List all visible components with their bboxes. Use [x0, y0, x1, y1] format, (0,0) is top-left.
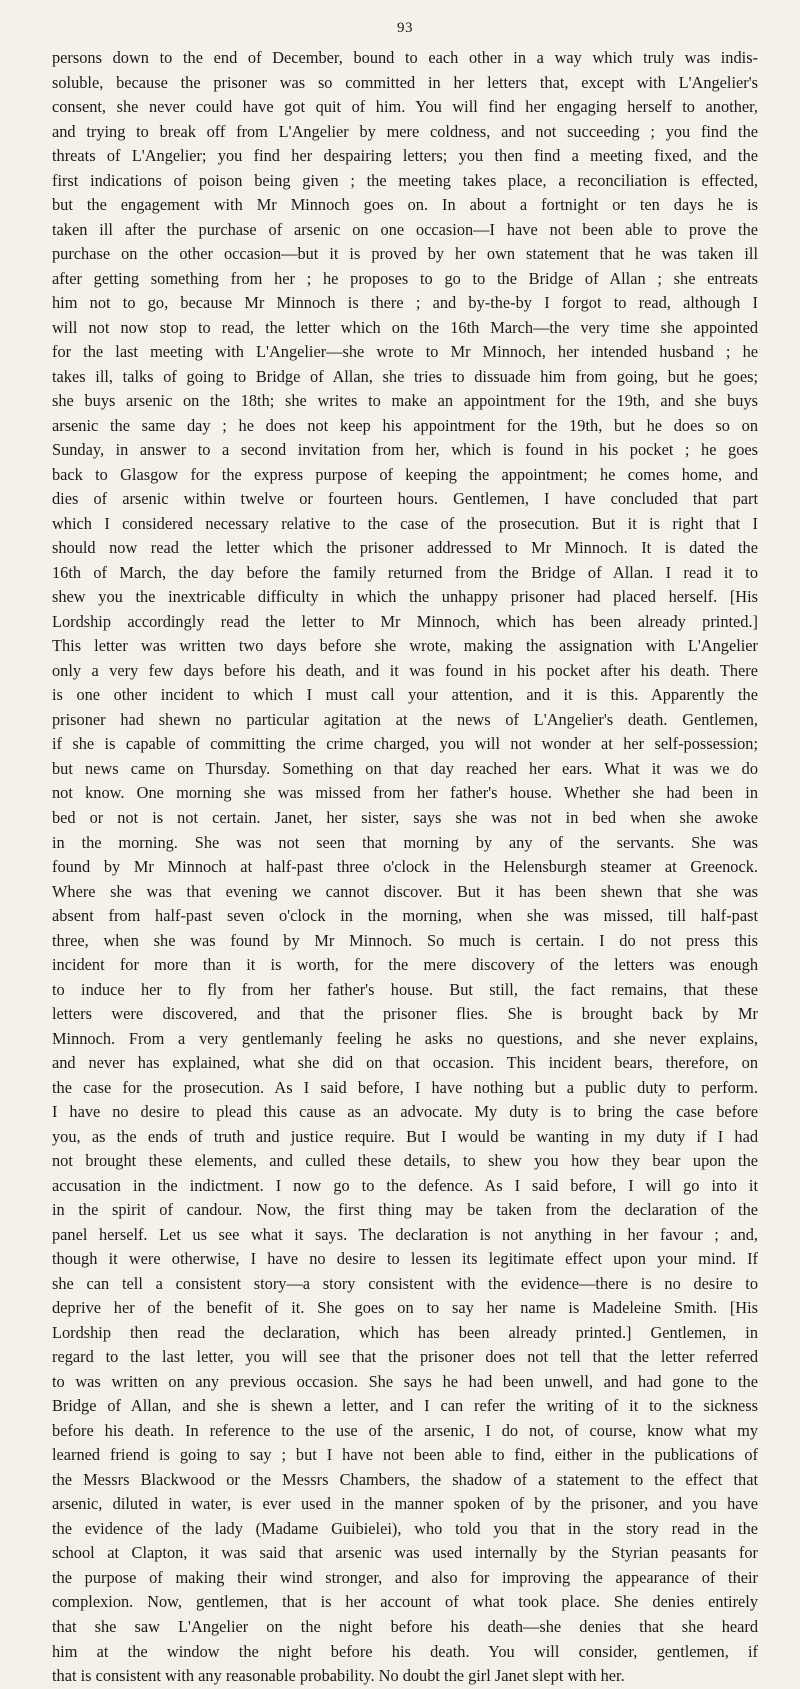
text-line: first indications of poison being given ; the meeting takes place, a reconciliation is effected,: [52, 170, 758, 190]
text-line: Lordship accordingly read the letter to Mr Minnoch, which has been already printed.]: [52, 611, 758, 631]
text-line: Lordship then read the declaration, which has been already printed.] Gentlemen, in: [52, 1322, 758, 1342]
text-line: persons down to the end of December, bound to each other in a way which truly was indis-: [52, 48, 758, 67]
text-line: not know. One morning she was missed from her father's house. Whether she had been in: [52, 783, 758, 803]
text-line: complexion. Now, gentlemen, that is her account of what took place. She denies entirely: [52, 1592, 758, 1612]
text-line: which I considered necessary relative to the case of the prosecution. But it is right that I: [52, 513, 758, 533]
text-line: if she is capable of committing the crime charged, you will not wonder at her self-possession;: [52, 734, 758, 754]
text-line: though it were otherwise, I have no desire to lessen its legitimate effect upon your mind. If: [52, 1249, 758, 1269]
text-line: after getting something from her ; he proposes to go to the Bridge of Allan ; she entreats: [52, 268, 758, 288]
text-line: is one other incident to which I must call your attention, and it is this. Apparently the: [52, 685, 758, 705]
text-line: but news came on Thursday. Something on that day reached her ears. What it was we do: [52, 758, 758, 778]
text-line: the evidence of the lady (Madame Guibielei), who told you that in the story read in the: [52, 1518, 758, 1538]
text-line: but the engagement with Mr Minnoch goes on. In about a fortnight or ten days he is: [52, 195, 758, 215]
text-line: incident for more than it is worth, for the mere discovery of the letters was enough: [52, 955, 758, 975]
text-line: to was written on any previous occasion. She says he had been unwell, and had gone to the: [52, 1371, 758, 1391]
text-line: regard to the last letter, you will see that the prisoner does not tell that the letter referred: [52, 1347, 758, 1367]
text-line: in the spirit of candour. Now, the first thing may be taken from the declaration of the: [52, 1200, 758, 1220]
text-line: him not to go, because Mr Minnoch is there ; and by-the-by I forgot to read, although I: [52, 293, 758, 313]
text-line: This letter was written two days before she wrote, making the assignation with L'Angelier: [52, 636, 758, 656]
text-line: the purpose of making their wind stronger, and also for improving the appearance of their: [52, 1567, 758, 1587]
text-line: for the last meeting with L'Angelier—she wrote to Mr Minnoch, her intended husband ; he: [52, 342, 758, 362]
text-line: arsenic the same day ; he does not keep his appointment for the 19th, but he does so on: [52, 415, 758, 435]
text-line: accusation in the indictment. I now go to the defence. As I said before, I will go into it: [52, 1175, 758, 1195]
text-line: takes ill, talks of going to Bridge of Allan, she tries to dissuade him from going, but he goes;: [52, 366, 758, 386]
text-line: school at Clapton, it was said that arsenic was used internally by the Styrian peasants for: [52, 1543, 758, 1563]
body-text: [52, 46, 758, 1689]
text-line: purchase on the other occasion—but it is proved by her own statement that he was taken ill: [52, 244, 758, 264]
text-line: back to Glasgow for the express purpose of keeping the appointment; he comes home, and: [52, 464, 758, 484]
text-line: I have no desire to plead this cause as an advocate. My duty is to bring the case before: [52, 1102, 758, 1122]
text-line: and never has explained, what she did on that occasion. This incident bears, therefore, on: [52, 1053, 758, 1073]
text-line: prisoner had shewn no particular agitation at the news of L'Angelier's death. Gentlemen,: [52, 709, 758, 729]
text-line: before his death. In reference to the use of the arsenic, I do not, of course, know what my: [52, 1420, 758, 1440]
text-line: the Messrs Blackwood or the Messrs Chambers, the shadow of a statement to the effect that: [52, 1469, 758, 1489]
text-line: should now read the letter which the prisoner addressed to Mr Minnoch. It is dated the: [52, 538, 758, 558]
text-line: and trying to break off from L'Angelier by mere coldness, and not succeeding ; you find the: [52, 121, 758, 141]
page-number: 93: [397, 20, 413, 36]
text-line: Minnoch. From a very gentlemanly feeling he asks no questions, and she never explains,: [52, 1028, 758, 1048]
text-line: will not now stop to read, the letter which on the 16th March—the very time she appointed: [52, 317, 758, 337]
text-line: that she saw L'Angelier on the night before his death—she denies that she heard: [52, 1617, 758, 1636]
text-line: soluble, because the prisoner was so committed in her letters that, except with L'Angelier's: [52, 72, 758, 92]
text-line: learned friend is going to say ; but I have not been able to find, either in the publications of: [52, 1445, 758, 1465]
text-line: him at the window the night before his death. You will consider, gentlemen, if: [52, 1641, 758, 1661]
text-line: shew you the inextricable difficulty in which the unhappy prisoner had placed herself. [His: [52, 587, 758, 607]
text-line: taken ill after the purchase of arsenic on one occasion—I have not been able to prove the: [52, 219, 758, 239]
text-line: Where she was that evening we cannot discover. But it has been shewn that she was: [52, 881, 758, 901]
text-line: deprive her of the benefit of it. She goes on to say her name is Madeleine Smith. [His: [52, 1298, 758, 1318]
text-line: the case for the prosecution. As I said before, I have nothing but a public duty to perform.: [52, 1077, 758, 1097]
text-line: Sunday, in answer to a second invitation from her, which is found in his pocket ; he goes: [52, 440, 758, 460]
text-line: bed or not is not certain. Janet, her sister, says she was not in bed when she awoke: [52, 807, 758, 827]
text-line: found by Mr Minnoch at half-past three o'clock in the Helensburgh steamer at Greenock.: [52, 857, 758, 877]
text-line: in the morning. She was not seen that morning by any of the servants. She was: [52, 832, 758, 852]
text-line: consent, she never could have got quit of him. You will find her engaging herself to another,: [52, 97, 758, 117]
text-line: she buys arsenic on the 18th; she writes to make an appointment for the 19th, and she buys: [52, 391, 758, 411]
text-line: three, when she was found by Mr Minnoch. So much is certain. I do not press this: [52, 930, 758, 950]
text-line: threats of L'Angelier; you find her despairing letters; you then find a meeting fixed, and the: [52, 146, 758, 166]
text-line: you, as the ends of truth and justice require. But I would be wanting in my duty if I had: [52, 1126, 758, 1146]
text-line: 16th of March, the day before the family returned from the Bridge of Allan. I read it to: [52, 562, 758, 582]
text-line: that is consistent with any reasonable probability. No doubt the girl Janet slept with her.: [52, 1666, 625, 1686]
text-line: letters were discovered, and that the prisoner flies. She is brought back by Mr: [52, 1004, 758, 1024]
text-line: only a very few days before his death, and it was found in his pocket after his death. There: [52, 660, 758, 680]
text-line: absent from half-past seven o'clock in the morning, when she was missed, till half-past: [52, 906, 758, 926]
text-line: panel herself. Let us see what it says. The declaration is not anything in her favour ; and,: [52, 1224, 758, 1244]
text-line: arsenic, diluted in water, is ever used in the manner spoken of by the prisoner, and you have: [52, 1494, 758, 1514]
text-line: Bridge of Allan, and she is shewn a letter, and I can refer the writing of it to the sickness: [52, 1396, 758, 1416]
text-line: to induce her to fly from her father's house. But still, the fact remains, that these: [52, 979, 758, 999]
text-line: she can tell a consistent story—a story consistent with the evidence—there is no desire to: [52, 1273, 758, 1293]
text-line: dies of arsenic within twelve or fourteen hours. Gentlemen, I have concluded that part: [52, 489, 758, 509]
text-line: not brought these elements, and culled these details, to shew you how they bear upon the: [52, 1151, 758, 1171]
